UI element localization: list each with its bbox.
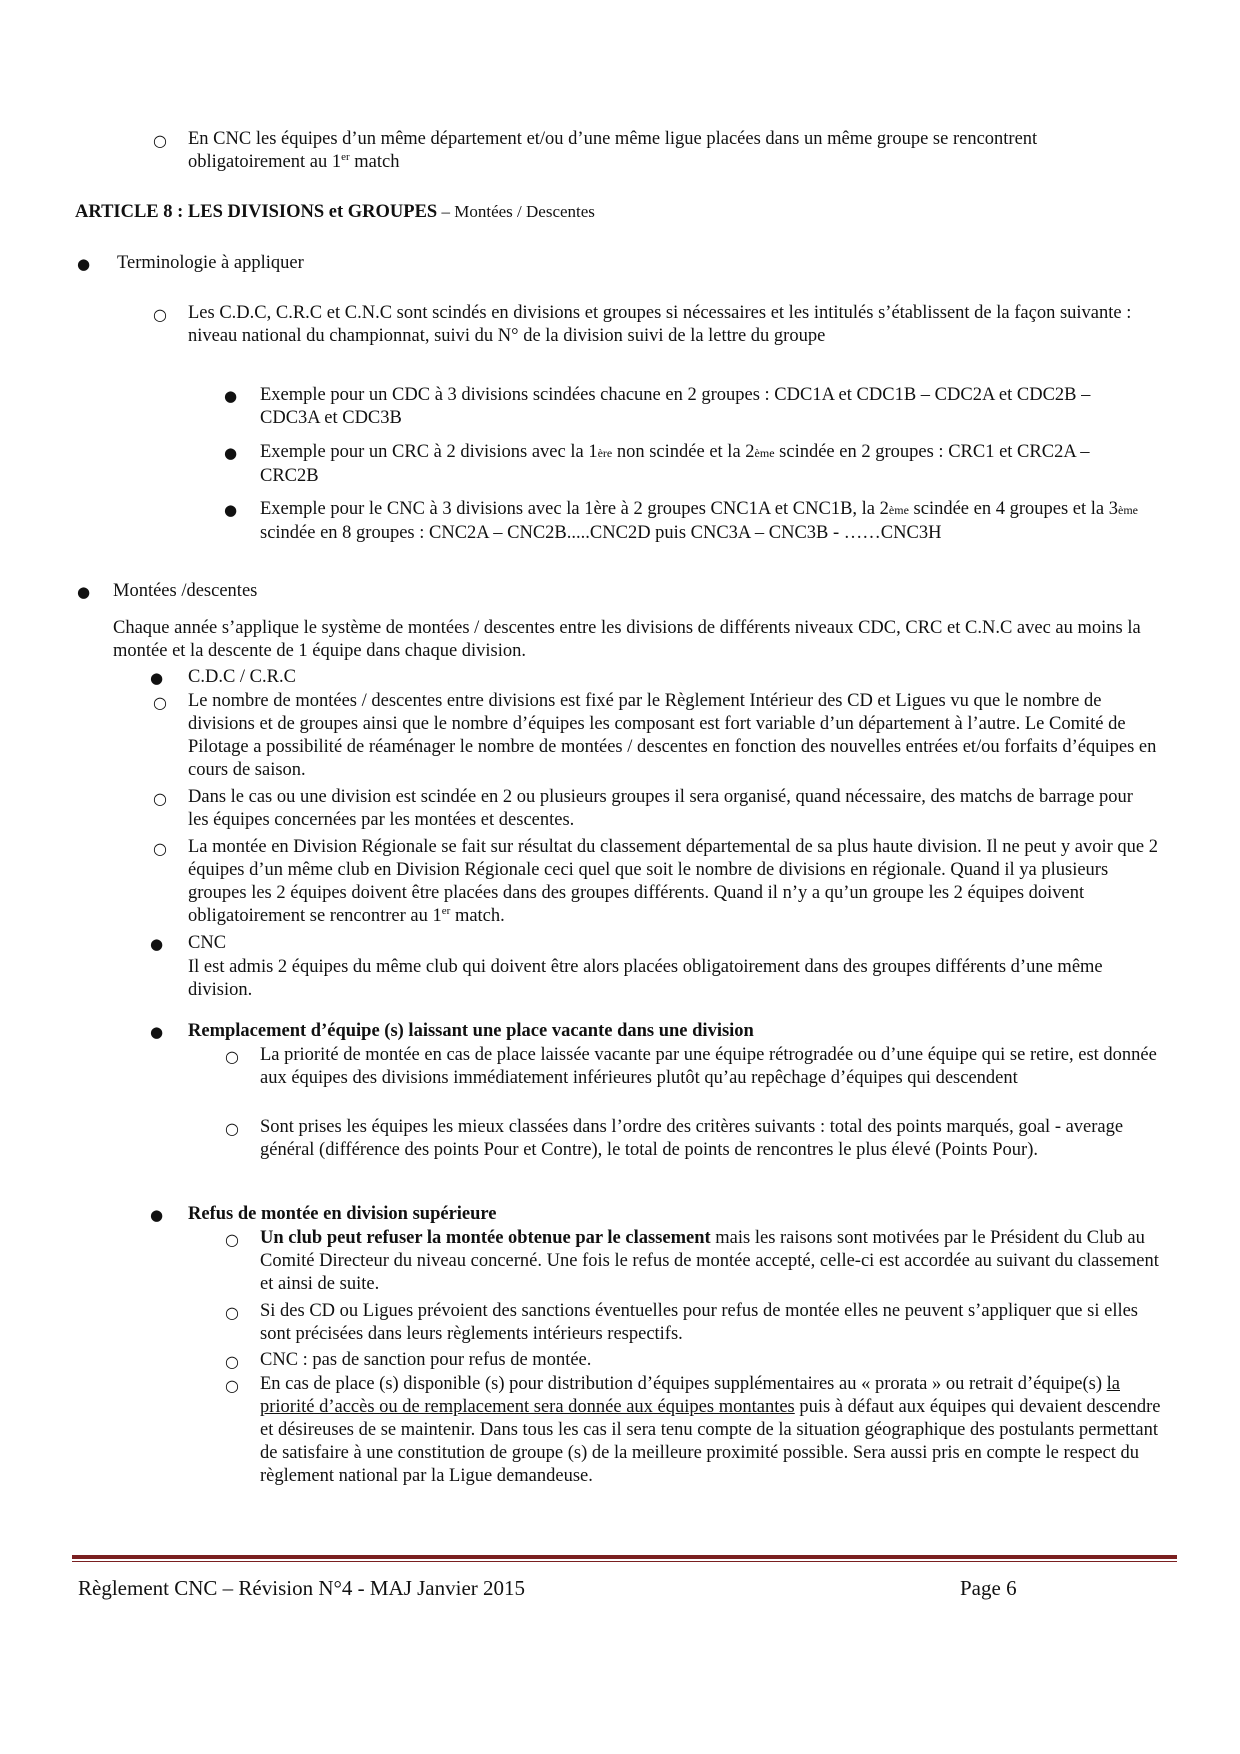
circle-bullet-icon: ○ bbox=[225, 1119, 239, 1138]
bullet-icon: ● bbox=[150, 935, 164, 953]
bullet-icon: ● bbox=[150, 669, 164, 687]
list-item: Les C.D.C, C.R.C et C.N.C sont scindés en divisions et groupes si nécessaires et les intitulés s’établissent de la façon suivante : niveau national du championnat, suivi du N° de la division suivi de la lettre du groupe bbox=[188, 303, 1132, 346]
list-item: La montée en Division Régionale se fait sur résultat du classement départemental de sa plus haute division. Il ne peut y avoir que 2 équipes d’un même club en Division Régionale ceci quel que soit le nombre de divisions en régionale. Quand il ya plusieurs groupes les 2 équipes doivent être placées dans des groupes différents. Quand il n’y a qu’un groupe les 2 équipes doivent obligatoirement se rencontrer au 1er match. bbox=[188, 837, 1158, 926]
page-number: Page 6 bbox=[960, 1576, 1017, 1600]
circle-bullet-icon: ○ bbox=[153, 693, 167, 712]
subsection-cdc-crc: C.D.C / C.R.C bbox=[188, 667, 296, 687]
bullet-icon: ● bbox=[224, 444, 238, 462]
bullet-icon: ● bbox=[77, 583, 91, 601]
bullet-icon: ● bbox=[150, 1023, 164, 1041]
bullet-icon: ● bbox=[224, 501, 238, 519]
circle-bullet-icon: ○ bbox=[153, 305, 167, 324]
circle-bullet-icon: ○ bbox=[225, 1230, 239, 1249]
circle-bullet-icon: ○ bbox=[153, 131, 167, 150]
bullet-icon: ● bbox=[150, 1206, 164, 1224]
list-item: CNC : pas de sanction pour refus de montée. bbox=[260, 1350, 592, 1370]
list-item: La priorité de montée en cas de place laissée vacante par une équipe rétrogradée ou d’une équipe qui se retire, est donnée aux équipes des divisions immédiatement inférieures plutôt qu’au repêchage d’équipes qui descendent bbox=[260, 1045, 1157, 1088]
list-item: Un club peut refuser la montée obtenue par le classement mais les raisons sont motivées par le Président du Club au Comité Directeur du niveau concerné. Une fois le refus de montée accepté, celle-ci est accordée au suivant du classement et ainsi de suite. bbox=[260, 1228, 1159, 1294]
bullet-icon: ● bbox=[77, 255, 91, 273]
subsection-refus: Refus de montée en division supérieure bbox=[188, 1204, 497, 1224]
list-item: Exemple pour le CNC à 3 divisions avec la 1ère à 2 groupes CNC1A et CNC1B, la 2ème scindée en 4 groupes et la 3ème scindée en 8 groupes : CNC2A – CNC2B.....CNC2D puis CNC3A – CNC3B - ……CNC3H bbox=[260, 499, 1138, 543]
list-item: Le nombre de montées / descentes entre divisions est fixé par le Règlement Intérieur des CD et Ligues vu que le nombre de divisions et de groupes ainsi que le nombre d’équipes les composant est fort variable d’un département à l’autre. Le Comité de Pilotage a possibilité de réaménager le nombre de montées / descentes en fonction des nouvelles entrées et/ou forfaits d’équipes en cours de saison. bbox=[188, 691, 1157, 780]
bullet-icon: ● bbox=[224, 387, 238, 405]
circle-bullet-icon: ○ bbox=[225, 1376, 239, 1395]
list-item: En CNC les équipes d’un même département et/ou d’une même ligue placées dans un même groupe se rencontrent obligatoirement au 1er match bbox=[188, 129, 1038, 172]
paragraph: Chaque année s’applique le système de montées / descentes entre les divisions de différents niveaux CDC, CRC et C.N.C avec au moins la montée et la descente de 1 équipe dans chaque division. bbox=[113, 618, 1141, 661]
footer-title: Règlement CNC – Révision N°4 - MAJ Janvier 2015 bbox=[78, 1576, 526, 1600]
list-item: Exemple pour un CRC à 2 divisions avec la 1ère non scindée et la 2ème scindée en 2 groupes : CRC1 et CRC2A – CRC2B bbox=[260, 442, 1090, 486]
list-item: Dans le cas ou une division est scindée en 2 ou plusieurs groupes il sera organisé, quand nécessaire, des matchs de barrage pour les équipes concernées par les montées et descentes. bbox=[188, 787, 1133, 830]
section-montees: Montées /descentes bbox=[113, 581, 258, 601]
section-terminologie: Terminologie à appliquer bbox=[117, 253, 304, 273]
list-item: Exemple pour un CDC à 3 divisions scindées chacune en 2 groupes : CDC1A et CDC1B – CDC2A et CDC2B – CDC3A et CDC3B bbox=[260, 385, 1091, 428]
circle-bullet-icon: ○ bbox=[153, 789, 167, 808]
article-heading: ARTICLE 8 : LES DIVISIONS et GROUPES – Montées / Descentes bbox=[75, 202, 595, 222]
paragraph: Il est admis 2 équipes du même club qui doivent être alors placées obligatoirement dans des groupes différents d’une même division. bbox=[188, 957, 1103, 1000]
circle-bullet-icon: ○ bbox=[225, 1303, 239, 1322]
subsection-cnc: CNC bbox=[188, 933, 227, 953]
list-item: Si des CD ou Ligues prévoient des sanctions éventuelles pour refus de montée elles ne peuvent s’appliquer que si elles sont précisées dans leurs règlements intérieurs respectifs. bbox=[260, 1301, 1139, 1344]
circle-bullet-icon: ○ bbox=[225, 1047, 239, 1066]
circle-bullet-icon: ○ bbox=[225, 1352, 239, 1371]
circle-bullet-icon: ○ bbox=[153, 839, 167, 858]
list-item: En cas de place (s) disponible (s) pour distribution d’équipes supplémentaires au « prorata » ou retrait d’équipe(s) la priorité d’accès ou de remplacement sera donnée aux équipes montantes puis à défaut aux équipes qui devaient descendre et désireuses de se maintenir. Dans tous les cas il sera tenu compte de la situation géographique des postulants permettant de satisfaire à une constitution de groupe (s) de la meilleure proximité possible. Sera aussi pris en compte le respect du règlement national par la Ligue demandeuse. bbox=[260, 1374, 1161, 1486]
footer-rule bbox=[72, 1555, 1177, 1559]
list-item: Sont prises les équipes les mieux classées dans l’ordre des critères suivants : total des points marqués, goal - average général (différence des points Pour et Contre), le total de points de rencontres le plus élevé (Points Pour). bbox=[260, 1117, 1124, 1160]
footer-rule-thin bbox=[72, 1561, 1177, 1562]
subsection-remplacement: Remplacement d’équipe (s) laissant une place vacante dans une division bbox=[188, 1021, 754, 1041]
